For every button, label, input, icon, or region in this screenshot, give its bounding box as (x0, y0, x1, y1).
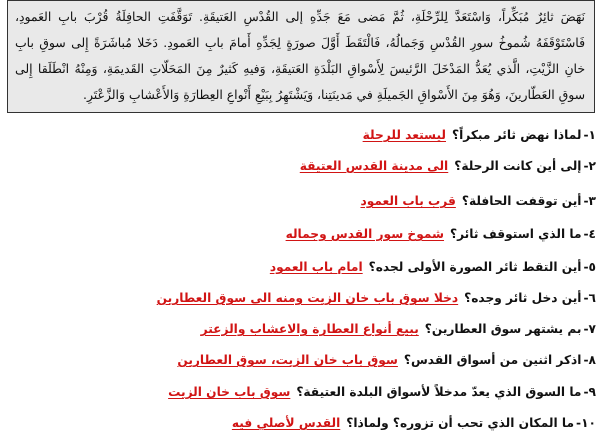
question-text: لماذا نهض ثائر مبكراً؟ (452, 128, 582, 142)
question-text: ما الذي استوقف ثائر؟ (450, 227, 582, 241)
question-number: ٤- (583, 227, 596, 241)
passage-text: نَهَضَ ثائِرٌ مُبَكِّراً، وَاسْتَعَدَّ لِلرِّحْلَةِ، ثُمَّ مَضى مَعَ جَدِّهِ إلى القُدْسِ العَتيقَةِ. تَوَقَّفَتِ الحافِلَةُ قُرْبَ بابِ العَمودِ، فَاسْتَوْقَفَهُ شُموخُ سورِ القُدْسِ وَجَمالُهُ، فَالْتَقَطَ أَوَّلَ صورَةٍ لِجَدِّهِ أَمامَ بابِ العَمودِ. دَخَلا مُباشَرَةً إِلى سوقِ بابِ خانِ الزَّيْتِ، الَّذي يُعَدُّ المَدْخَلَ الرَّئيسَ لِأَسْواقِ البَلْدَةِ العَتيقَةِ، وَفيهِ كَثيرٌ مِنَ المَحَلّاتِ القَديمَةِ، وَمِنْهُ انْطَلَقا إِلى سوقِ العَطّارينَ، وَهُوَ مِنَ الأَسْواقِ الجَميلَةِ في مَدينَتِنا، وَيَشْتَهِرُ بِبَيْعِ أَنْواعِ العِطارَةِ وَالأَعْشابِ وَالزَّعْتَرِ. (15, 9, 585, 102)
question-row-9 (6, 379, 596, 405)
question-text: بم يشتهر سوق العطارين؟ (424, 322, 582, 336)
answer-text: سوق باب خان الزيت (168, 385, 291, 399)
question-text: اذكر اثنين من أسواق القدس؟ (403, 353, 582, 367)
question-row-7 (6, 316, 596, 342)
answer-text: دخلا سوق باب خان الزيت ومنه الى سوق العطارين (156, 291, 459, 305)
answer-text: امام باب العمود (269, 260, 363, 274)
question-row-5 (6, 254, 596, 280)
question-row-8 (6, 347, 596, 373)
answer-text: شموخ سور القدس وجماله (285, 227, 445, 241)
answer-text: سوق باب خان الزيت، سوق العطارين (177, 353, 398, 367)
question-number: ٢- (583, 159, 596, 173)
question-row-6 (6, 285, 596, 311)
question-row-3 (6, 188, 596, 214)
question-number: ٩- (583, 385, 596, 399)
question-text: أين التقط ثائر الصورة الأولى لجده؟ (368, 260, 582, 274)
question-text: ما السوق الذي يعدّ مدخلاً لأسواق البلدة العتيقة؟ (296, 385, 582, 399)
answer-text: الى مدينة القدس العتيقة (299, 159, 449, 173)
answer-text: ليستعد للرحلة (362, 128, 446, 142)
answer-text: ببيع أنواع العطارة والاعشاب والزعتر (200, 322, 419, 336)
question-number: ٥- (583, 260, 596, 274)
question-number: ٦- (583, 291, 596, 305)
question-number: ١٠- (576, 416, 596, 430)
question-row-2 (6, 153, 596, 179)
answer-text: قرب باب العمود (360, 194, 456, 208)
question-text: إلى أين كانت الرحلة؟ (454, 159, 582, 173)
question-row-1 (6, 122, 596, 148)
question-row-4 (6, 221, 596, 247)
answer-text: القدس لأصلي فيه (231, 416, 341, 430)
question-number: ١- (583, 128, 596, 142)
question-number: ٧- (583, 322, 596, 336)
question-text: أين دخل ثائر وجده؟ (464, 291, 582, 305)
question-text: أين توقفت الحافلة؟ (461, 194, 582, 208)
question-number: ٣- (583, 194, 596, 208)
reading-passage-box (7, 0, 595, 113)
question-row-10 (6, 410, 596, 436)
question-number: ٨- (583, 353, 596, 367)
question-text: ما المكان الذي تحب أن تزوره؟ ولماذا؟ (346, 416, 575, 430)
